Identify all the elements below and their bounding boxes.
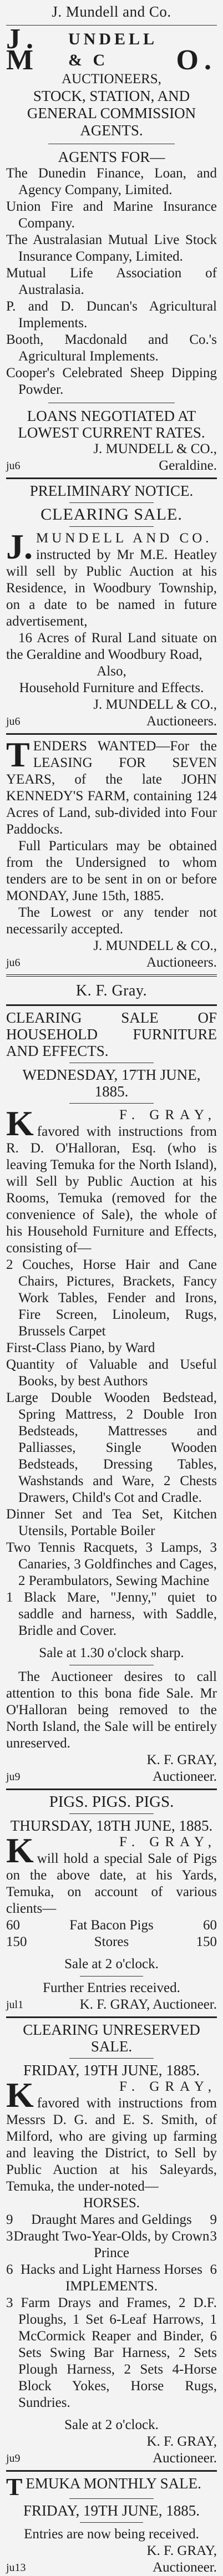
signoff [6,713,217,730]
signature: K. F. GRAY, [146,2543,217,2558]
drop-cap: T [6,2473,23,2501]
signoff [6,1769,217,1785]
ad-header: K. F. Gray. [75,982,148,999]
signoff [6,2559,217,2576]
horse-row: 6 Hacks and Light Harness Horses 6 [6,2262,217,2277]
drop-cap: J. [6,527,33,566]
issue-code: jul1 [6,1999,24,2011]
sale-text: favored with instructions from R. D. O'Halloran, Esq. (who is leaving Temuka for the North Island), will Sell by Public Auction at his Rooms, Temuka (removed for the convenience of Sale), the whole of his Household Furniture and Effects, consisting of— [6,1124,217,1256]
divider [69,1813,154,1814]
sale-name: F. GRAY, [119,1107,217,1122]
role: Auctioneer. [153,2451,217,2466]
agent-item: The Dunedin Finance, Loan, and Agency Company, Limited. [6,166,217,197]
divider [80,1976,143,1977]
issue-code: ju9 [6,1771,21,1783]
agent-item: Mutual Life Association of Australasia. [6,266,217,297]
role: Auctioneers. [146,714,217,729]
ad-header: J. Mundell and Co. [52,3,171,20]
pigs-text: will hold a special Sale of Pigs on the above date, at his Yards, Temuka, on account of various clients— [6,1851,217,1916]
issue-code: ju6 [6,957,21,969]
signature: J. MUNDELL & CO., [93,697,217,712]
newspaper-column [6,0,217,2576]
sale-body [6,1104,217,1257]
role: Auctioneer. [153,1769,217,1784]
divider [6,1789,217,1790]
pigs-row: 60 Fat Bacon Pigs 60 [6,1918,217,1933]
sale-note: The Auctioneer desires to call attention to this bona fide Sale. Mr O'Halloran being removed to the North Island, the Sale will be entirely unreserved. [6,1669,217,1751]
role: Auctioneer. [153,2560,217,2575]
place: Geraldine. [159,458,217,473]
divider [6,1004,217,1006]
prelim-text: instructed by Mr M.E. Heatley will sell by Public Auction at his Residence, in Woodbury Township, on a date to be named in future advertisement, [6,547,217,629]
prelim-item: 16 Acres of Rural Land situate on the Geraldine and Woodbury Road, [6,631,217,662]
issue-code: ju6 [6,715,21,728]
sale-item: Large Double Wooden Bedstead, Spring Mattress, 2 Double Iron Bedsteads, Mattresses and Palliasses, Single Wooden Bedsteads, Dressing Tables, Washstands and Ware, 2 Chests Drawers, Child's Cot and Cradle. [6,1390,217,1505]
drop-cap: T [6,735,30,774]
loans-line: LOANS NEGOTIATED AT LOWEST CURRENT RATES. [18,408,205,441]
drop-cap: K [6,1831,34,1870]
divider [6,974,217,977]
monthly-title-row [6,2473,217,2501]
divider [6,2016,217,2018]
sale-item: 2 Couches, Horse Hair and Cane Chairs, Pictures, Brackets, Fancy Work Tables, Fender and Irons, Fire Screen, Linoleum, Rugs, Brussels Carpet [6,1257,217,1339]
horses-heading: HORSES. [83,2196,140,2211]
implements-text: 3 Farm Drays and Frames, 2 D.F. Ploughs, 1 Set 6-Leaf Harrows, 1 McCormick Reaper and Binder, 6 Sets Swing Bar Harness, 2 Sets Plough Harness, 2 Sets 4-Horse Block Yokes, Horse Rugs, Sundries. [6,2295,217,2410]
signature: J. MUNDELL & CO., [93,938,217,953]
signoff [6,954,217,971]
issue-code: ju13 [6,2562,26,2574]
sale-item: Two Tennis Racquets, 3 Lamps, 3 Canaries, 3 Goldfinches and Cages, 2 Perambulators, Sewing Machine [6,1540,217,1588]
sale-date: WEDNESDAY, 17TH JUNE, 1885. [22,1066,201,1100]
divider [6,733,217,735]
signoff [6,458,217,474]
pigs-title: PIGS. PIGS. PIGS. [49,1793,174,1811]
signoff [6,2450,217,2467]
divider [69,2498,154,2499]
horse-row: 9 Draught Mares and Geldings 9 [6,2212,217,2227]
divider [69,1103,154,1104]
tenders-text: ENDERS WANTED—For the LEASING FOR SEVEN YEARS, of the late JOHN KENNEDY'S FARM, containing 124 Acres of Land, sub-divided into Four Paddocks. [6,739,217,837]
issue-code: ju9 [6,2452,21,2465]
mundell-title: J. M UNDELL & C O. [6,23,217,76]
tenders-body [6,735,217,838]
horse-row: 3 Draught Two-Year-Olds, by Crown Prince 3 [6,2229,217,2260]
issue-code: ju6 [6,460,21,472]
unreserved-body [6,2075,217,2195]
monthly-title: EMUKA MONTHLY SALE. [26,2475,201,2492]
agent-item: P. and D. Duncan's Agricultural Implements. [6,299,217,331]
unreserved-title: CLEARING UNRESERVED SALE. [23,2021,200,2055]
tenders-text: The Lowest or any tender not necessarily accepted. [6,905,217,937]
unreserved-name: F. GRAY, [119,2079,217,2094]
agent-item: Union Fire and Marine Insurance Company. [6,199,217,231]
pigs-date: THURSDAY, 18TH JUNE, 1885. [10,1817,213,1834]
divider [6,2470,217,2472]
divider [69,502,154,503]
unreserved-text: favored with instructions from Messrs D. G. and E. S. Smith, of Milford, who are giving up farming and leaving the District, to Sell by Public Auction at his Saleyards, Temuka, the under-noted— [6,2096,217,2194]
sale-item: First-Class Piano, by Ward [6,1340,155,1355]
unreserved-date: FRIDAY, 19TH JUNE, 1885. [23,2062,200,2079]
signoff [6,1996,217,2013]
sale-title: CLEARING SALE OF HOUSEHOLD FURNITURE AND EFFECTS. [6,1009,217,1059]
signature: K. F. GRAY, Auctioneer. [79,1997,217,2012]
clearing-title: CLEARING SALE. [40,505,183,524]
unreserved-time: Sale at 2 o'clock. [64,2417,159,2432]
prelim-title: PRELIMINARY NOTICE. [29,482,194,499]
pigs-time: Sale at 2 o'clock. [64,1957,159,1972]
monthly-date: FRIDAY, 19TH JUNE, 1885. [23,2502,200,2519]
drop-cap: K [6,2075,34,2115]
signature: K. F. GRAY, [146,2434,217,2449]
agents-line: STOCK, STATION, AND GENERAL COMMISSION AGENTS. [27,88,196,139]
divider [69,526,154,527]
pigs-row: 150 Stores 150 [6,1934,217,1949]
sale-time: Sale at 1.30 o'clock sharp. [39,1645,184,1660]
implements-heading: IMPLEMENTS. [65,2279,158,2294]
role: Auctioneers. [146,955,217,970]
divider [6,477,217,479]
prelim-also: Also, [97,664,126,679]
sale-item: 1 Black Mare, "Jenny," quiet to saddle and harness, with Saddle, Bridle and Cover. [6,1590,217,1638]
agent-item: Booth, Macdonald and Co.'s Agricultural Implements. [6,332,217,364]
pigs-further: Further Entries received. [43,1980,180,1995]
divider [69,2058,154,2059]
pigs-body [6,1831,217,1917]
sale-item: Quantity of Valuable and Useful Books, by best Authors [6,1357,217,1389]
pigs-name: F. GRAY, [119,1835,217,1850]
monthly-entries: Entries are now being received. [24,2527,199,2542]
signature: K. F. GRAY, [146,1752,217,1767]
agents-for: AGENTS FOR— [58,149,165,165]
prelim-body [6,527,217,630]
drop-cap: K [6,1104,34,1143]
sale-item: Dinner Set and Tea Set, Kitchen Utensils, Portable Boiler [6,1507,217,1538]
agent-item: The Australasian Mutual Live Stock Insurance Company, Limited. [6,232,217,264]
agent-item: Cooper's Celebrated Sheep Dipping Powder. [6,365,217,397]
tenders-text: Full Particulars may be obtained from the Undersigned to whom tenders are to be sent in on or before MONDAY, June 15th, 1885. [6,839,217,903]
prelim-name: MUNDELL AND CO. [36,531,212,546]
signature: J. MUNDELL & CO., [93,441,217,456]
divider [80,2522,143,2523]
prelim-item: Household Furniture and Effects. [19,680,204,695]
auctioneers-line: AUCTIONEERS, [62,72,161,87]
